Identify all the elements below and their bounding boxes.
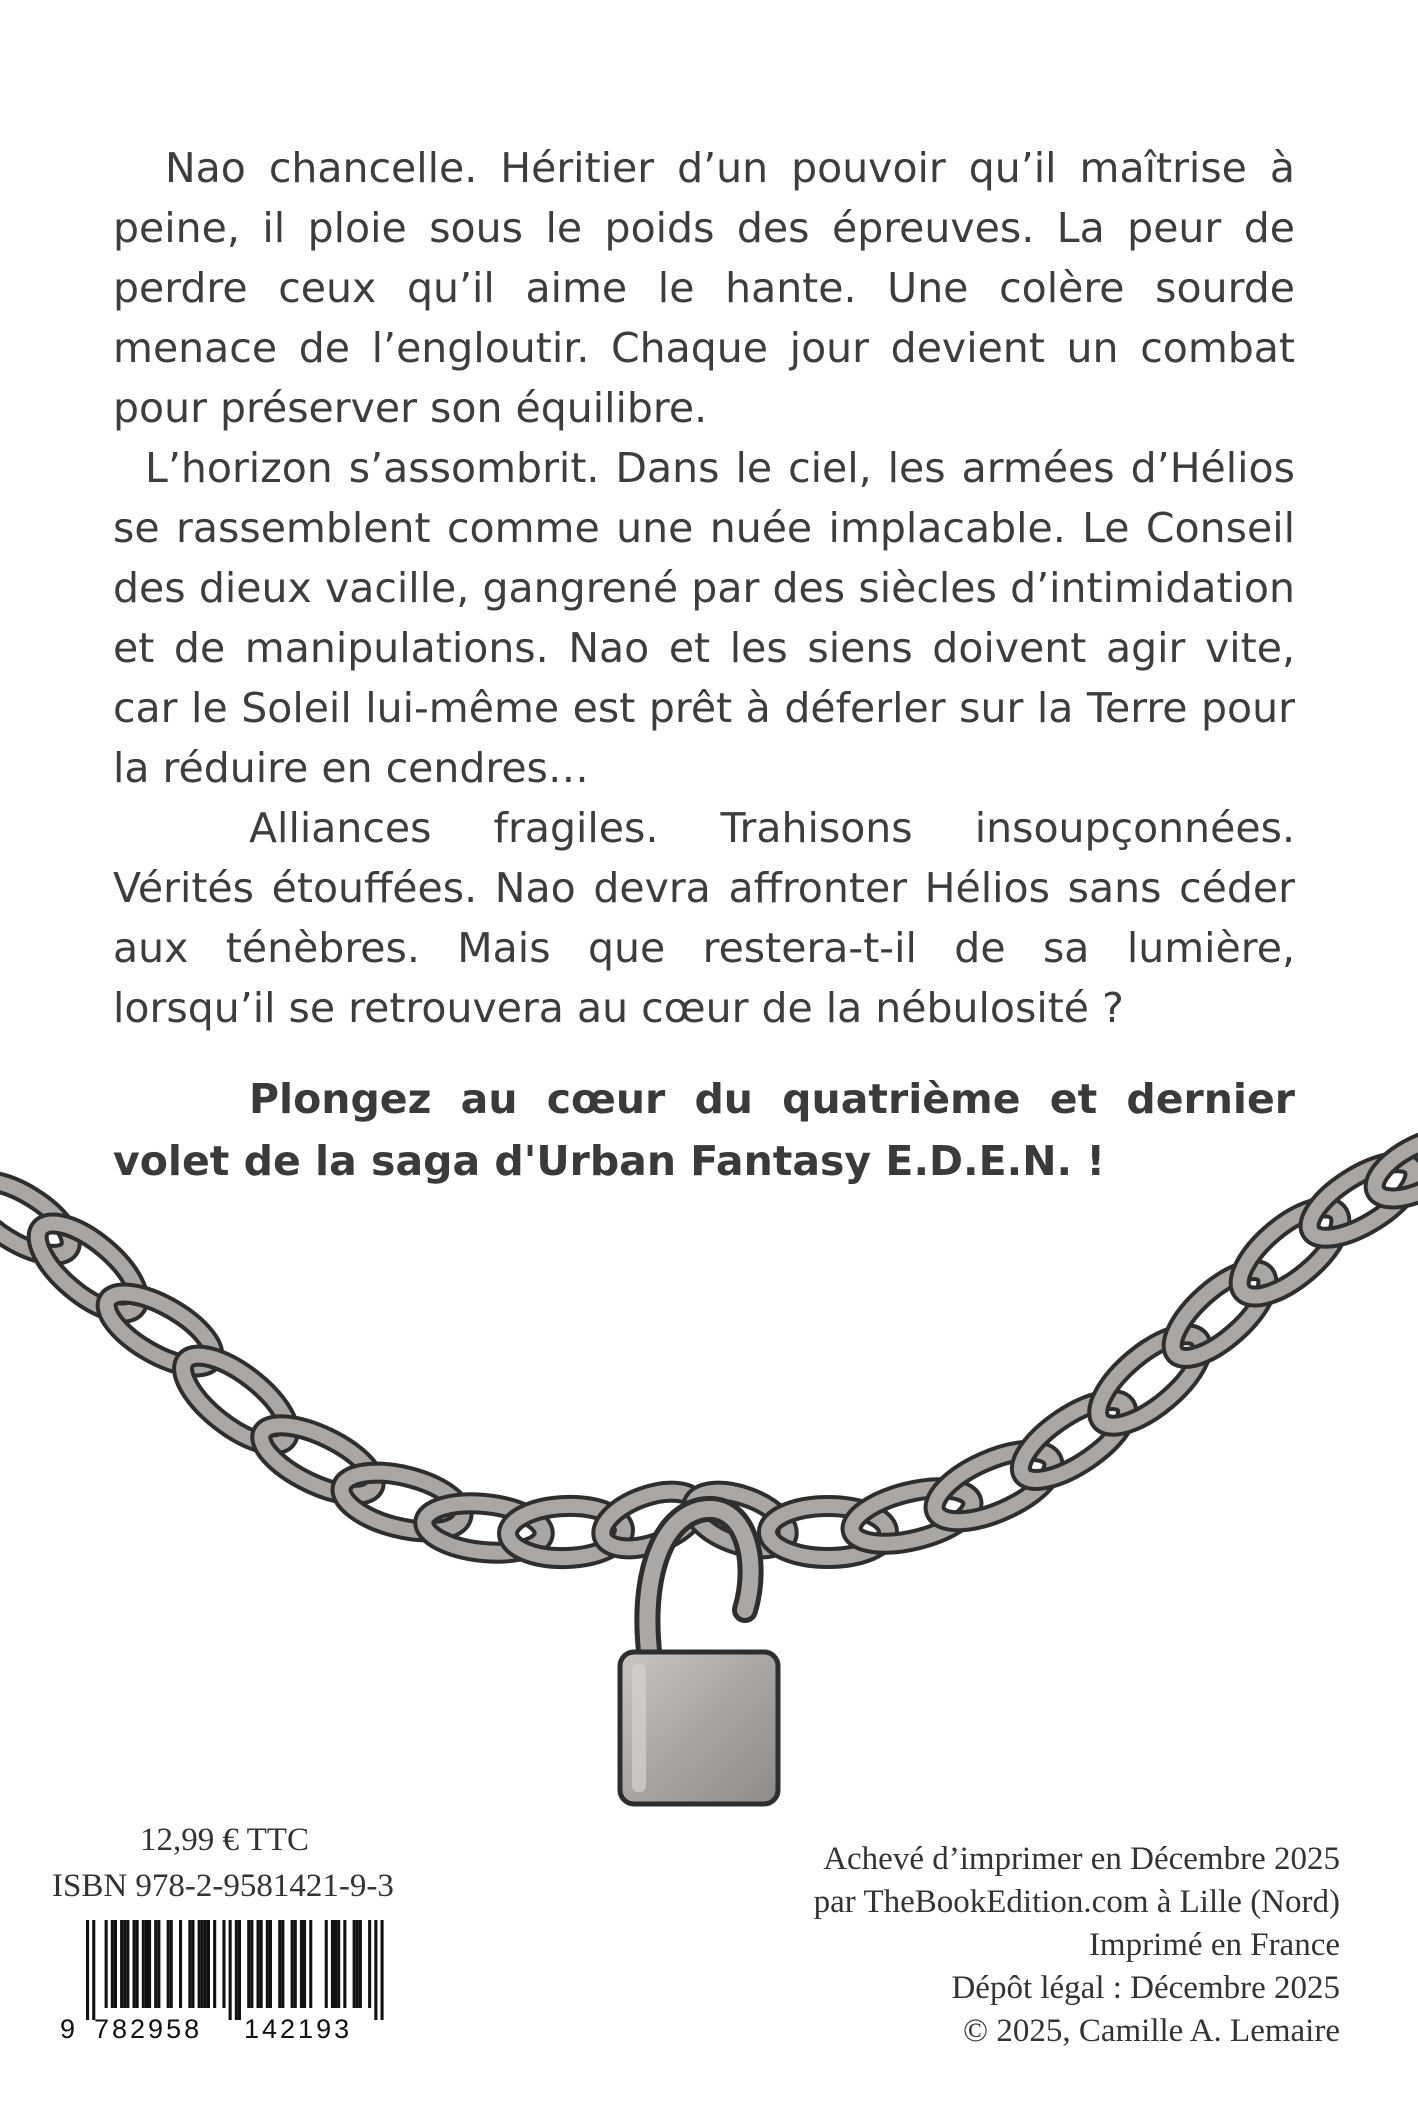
barcode-bar: [145, 1920, 148, 2008]
blurb-text: [113, 138, 1295, 1038]
chain-link: [1084, 1319, 1215, 1441]
barcode-bar: [105, 1920, 108, 2008]
chain-link: [846, 1478, 978, 1555]
barcode-bar: [114, 1920, 117, 2008]
chain-link: [768, 1506, 888, 1558]
chain-link: [1226, 1192, 1354, 1312]
chain-link: [170, 1340, 303, 1460]
barcode-bar: [247, 1920, 250, 2008]
barcode-bar: [343, 1920, 346, 2008]
barcode-bar: [257, 1920, 260, 2008]
chain-link: [96, 1279, 224, 1381]
barcode-bar: [201, 1920, 204, 2008]
barcode-bar: [136, 1920, 139, 2008]
chain-link: [595, 1480, 705, 1559]
barcode-bar: [120, 1920, 123, 2008]
padlock-highlight: [632, 1664, 646, 1792]
barcode-bar: [222, 1920, 225, 2008]
barcode-bar: [374, 1920, 377, 2020]
barcode-bar: [86, 1920, 89, 2020]
barcode-bar: [359, 1920, 362, 2008]
barcode-bar: [235, 1920, 238, 2020]
imprint-line: Dépôt légal : Décembre 2025: [951, 1970, 1340, 2006]
barcode-bar: [133, 1920, 136, 2008]
barcode-bar: [123, 1920, 126, 2008]
barcode-bar: [167, 1920, 170, 2008]
barcode-bar: [111, 1920, 114, 2008]
chain-link: [925, 1436, 1063, 1536]
imprint-block: [700, 1838, 1340, 2053]
barcode-bar: [303, 1920, 306, 2008]
chain-link: [507, 1504, 625, 1560]
imprint-line: Imprimé en France: [1088, 1927, 1340, 1963]
barcode-bar: [291, 1920, 294, 2008]
imprint-line: Achevé d’imprimer en Décembre 2025: [823, 1841, 1340, 1877]
barcode-bar: [278, 1920, 281, 2008]
blurb-paragraph-3: Alliances fragiles. Trahisons insoupçonnées. Vérités étouffées. Nao devra affronter Hélios sans céder aux ténèbres. Mais que restera-t-il de sa lumière, lorsqu’il se retrouvera au cœur de la nébulosité ?: [113, 804, 1295, 1032]
barcode-bar: [142, 1920, 145, 2008]
barcode-bars: [86, 1920, 384, 2020]
blurb-paragraph-2: L’horizon s’assombrit. Dans le ciel, les armées d’Hélios se rassemblent comme une nuée implacable. Le Conseil des dieux vacille, gangrené par des siècles d’intimidation et de manipulations. Nao et les siens doivent agir vite, car le Soleil lui-même est prêt à déferler sur la Terre pour la réduire en cendres…: [113, 444, 1295, 792]
chain-link: [336, 1462, 469, 1542]
barcode-first-digit: 9: [60, 2014, 76, 2042]
barcode-bar: [198, 1920, 201, 2008]
barcode-bar: [188, 1920, 191, 2008]
padlock-shackle: [647, 1509, 750, 1660]
barcode-bar: [356, 1920, 359, 2008]
barcode-bar: [250, 1920, 253, 2008]
barcode-bar: [266, 1920, 269, 2008]
barcode-bar: [179, 1920, 182, 2008]
barcode-bar: [325, 1920, 328, 2008]
blurb-paragraph-1: Nao chancelle. Héritier d’un pouvoir qu’il maîtrise à peine, il ploie sous le poids des épreuves. La peur de perdre ceux qu’il aime le hante. Une colère sourde menace de l’engloutir. Chaque jour devient un combat pour préserver son équilibre.: [113, 144, 1295, 432]
barcode-bar: [309, 1920, 312, 2008]
chain-link: [1159, 1256, 1280, 1372]
barcode-bar: [337, 1920, 340, 2008]
chain-link: [1366, 1125, 1418, 1211]
barcode-bar: [300, 1920, 303, 2008]
barcode-bar: [294, 1920, 297, 2008]
chain-link: [252, 1411, 384, 1509]
price-label: 12,99 € TTC: [140, 1822, 309, 1858]
barcode-bar: [331, 1920, 334, 2008]
barcode-bar: [238, 1920, 241, 2020]
barcode-bar: [229, 1920, 232, 2020]
barcode-bar: [353, 1920, 356, 2008]
chain-link: [0, 1167, 82, 1269]
isbn-label: ISBN 978-2-9581421-9-3: [52, 1868, 394, 1904]
barcode-bar: [204, 1920, 207, 2008]
barcode-bar: [207, 1920, 210, 2008]
barcode: [60, 1920, 420, 2042]
padlock-body: [620, 1652, 778, 1804]
chain-link: [1009, 1385, 1139, 1494]
barcode-bar: [334, 1920, 337, 2008]
barcode-bar: [281, 1920, 284, 2008]
chain-link: [24, 1208, 152, 1328]
tagline: Plongez au cœur du quatrième et dernier volet de la saga d'Urban Fantasy E.D.E.N. !: [113, 1075, 1295, 1185]
imprint-line: © 2025, Camille A. Lemaire: [963, 2013, 1340, 2049]
barcode-left-group: 782958: [94, 2014, 203, 2042]
padlock-shackle-inner: [647, 1509, 750, 1660]
barcode-bar: [368, 1920, 371, 2008]
barcode-right-group: 142193: [244, 2014, 353, 2042]
chain-link: [1298, 1148, 1418, 1252]
chain-link: [685, 1480, 795, 1559]
barcode-bar: [381, 1920, 384, 2020]
barcode-bar: [148, 1920, 151, 2008]
barcode-bar: [157, 1920, 160, 2008]
imprint-line: par TheBookEdition.com à Lille (Nord): [813, 1884, 1340, 1920]
barcode-bar: [170, 1920, 173, 2008]
padlock-icon: [620, 1509, 778, 1804]
barcode-bar: [126, 1920, 129, 2008]
barcode-bar: [154, 1920, 157, 2008]
barcode-bar: [269, 1920, 272, 2008]
barcode-bar: [92, 1920, 95, 2020]
barcode-bar: [260, 1920, 263, 2008]
chain-link: [422, 1498, 546, 1558]
barcode-bar: [191, 1920, 194, 2008]
barcode-bar: [213, 1920, 216, 2008]
